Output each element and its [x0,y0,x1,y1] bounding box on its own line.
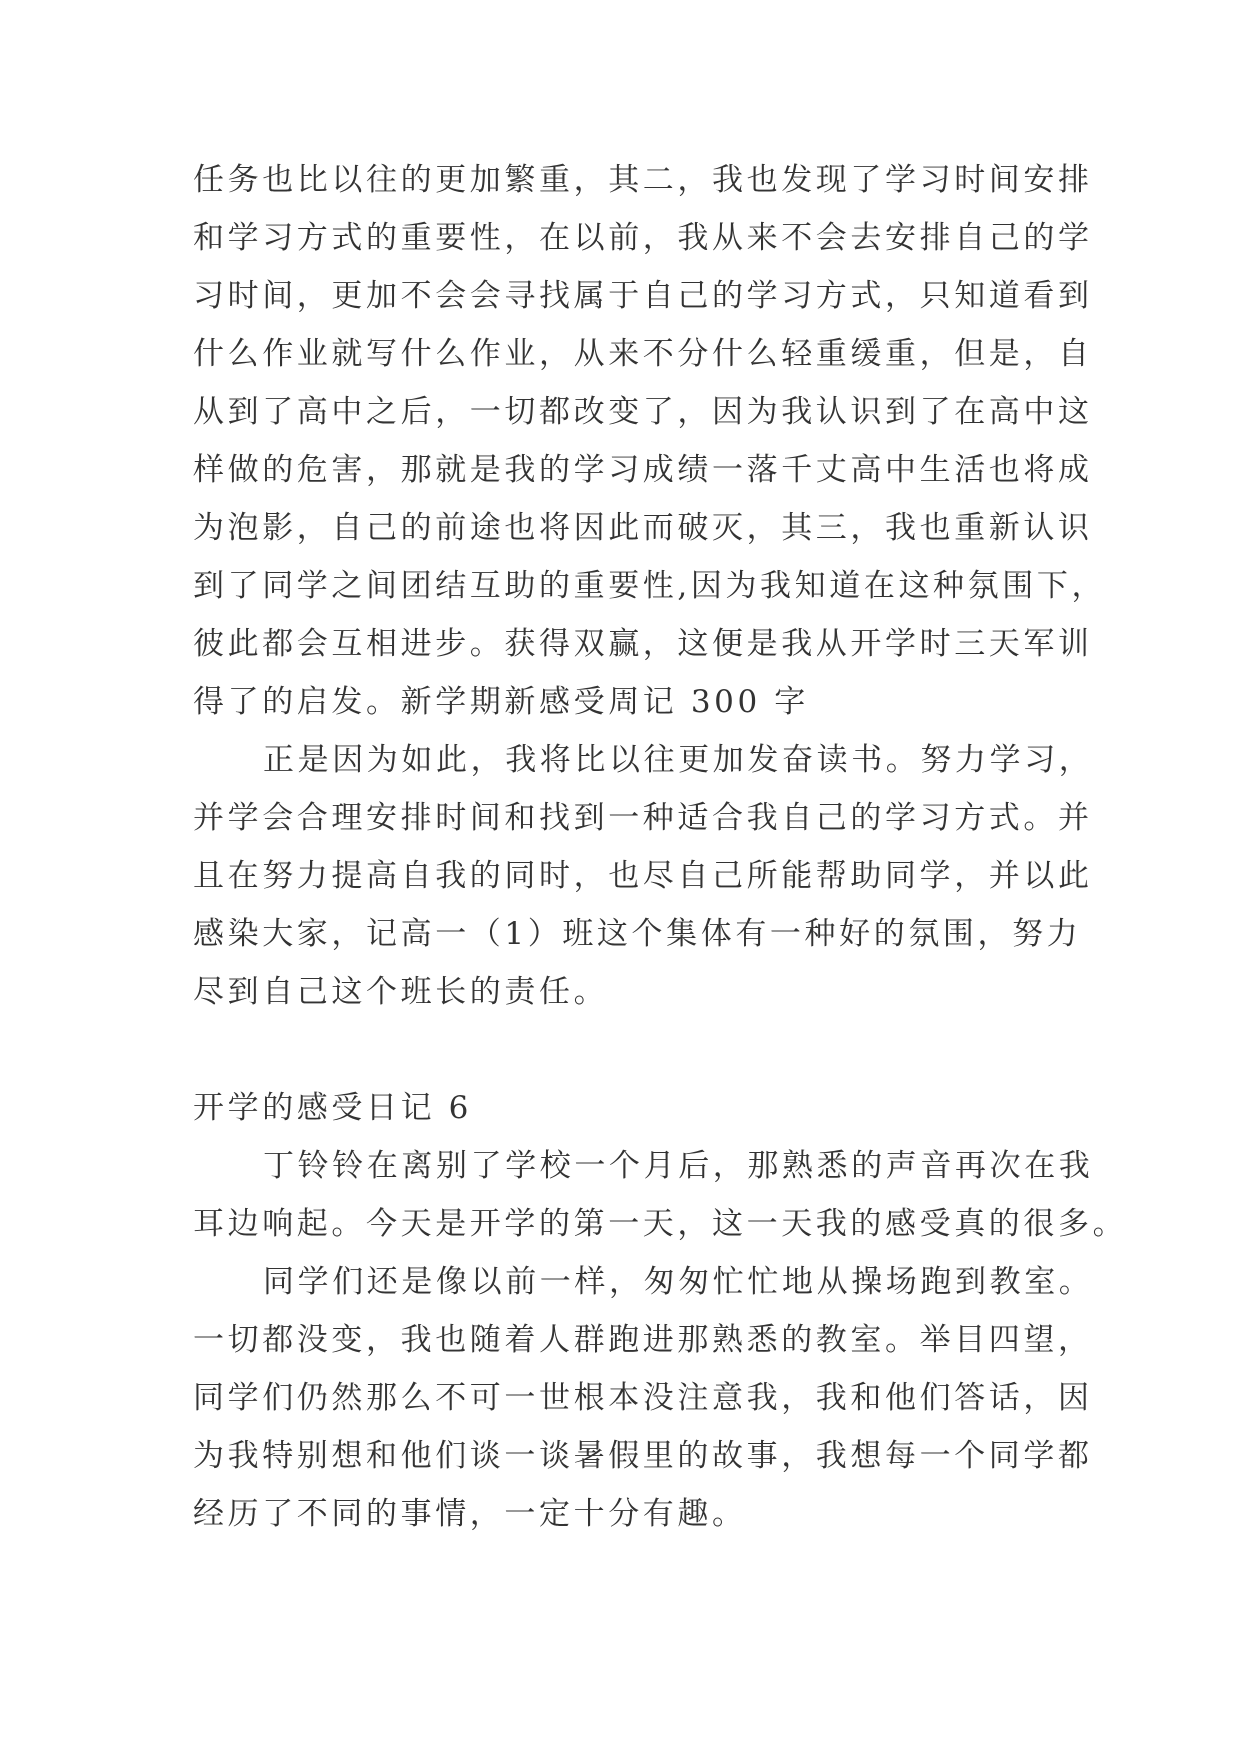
paragraph-line: 为我特别想和他们谈一谈暑假里的故事，我想每一个同学都 [193,1438,1093,1474]
paragraph-line: 到了同学之间团结互助的重要性,因为我知道在这种氛围下， [193,568,1107,604]
paragraph-line: 耳边响起。今天是开学的第一天，这一天我的感受真的很多。 [193,1206,1128,1242]
paragraph-line: 尽到自己这个班长的责任。 [193,974,609,1010]
paragraph-line: 感染大家，记高一（1）班这个集体有一种好的氛围，努力 [193,916,1082,952]
paragraph-line: 任务也比以往的更加繁重，其二，我也发现了学习时间安排 [193,162,1093,198]
paragraph-line: 彼此都会互相进步。获得双赢，这便是我从开学时三天军训 [193,626,1093,662]
paragraph-line: 正是因为如此，我将比以往更加发奋读书。努力学习， [263,742,1094,778]
paragraph-line: 丁铃铃在离别了学校一个月后，那熟悉的声音再次在我 [263,1148,1094,1184]
paragraph-line: 同学们仍然那么不可一世根本没注意我，我和他们答话，因 [193,1380,1093,1416]
paragraph-line: 同学们还是像以前一样，匆匆忙忙地从操场跑到教室。 [263,1264,1094,1300]
paragraph-line: 经历了不同的事情，一定十分有趣。 [193,1496,747,1532]
paragraph-line: 一切都没变，我也随着人群跑进那熟悉的教室。举目四望， [193,1322,1093,1358]
paragraph-line: 和学习方式的重要性，在以前，我从来不会去安排自己的学 [193,220,1093,256]
paragraph-line: 且在努力提高自我的同时，也尽自己所能帮助同学，并以此 [193,858,1093,894]
paragraph-line: 什么作业就写什么作业，从来不分什么轻重缓重，但是，自 [193,336,1093,372]
paragraph-line: 从到了高中之后，一切都改变了，因为我认识到了在高中这 [193,394,1093,430]
paragraph-line: 样做的危害，那就是我的学习成绩一落千丈高中生活也将成 [193,452,1093,488]
paragraph-line: 为泡影，自己的前途也将因此而破灭，其三，我也重新认识 [193,510,1093,546]
paragraph-line: 并学会合理安排时间和找到一种适合我自己的学习方式。并 [193,800,1093,836]
paragraph-line: 得了的启发。新学期新感受周记 300 字 [193,684,809,720]
section-heading: 开学的感受日记 6 [193,1090,472,1126]
paragraph-line: 习时间，更加不会会寻找属于自己的学习方式，只知道看到 [193,278,1093,314]
